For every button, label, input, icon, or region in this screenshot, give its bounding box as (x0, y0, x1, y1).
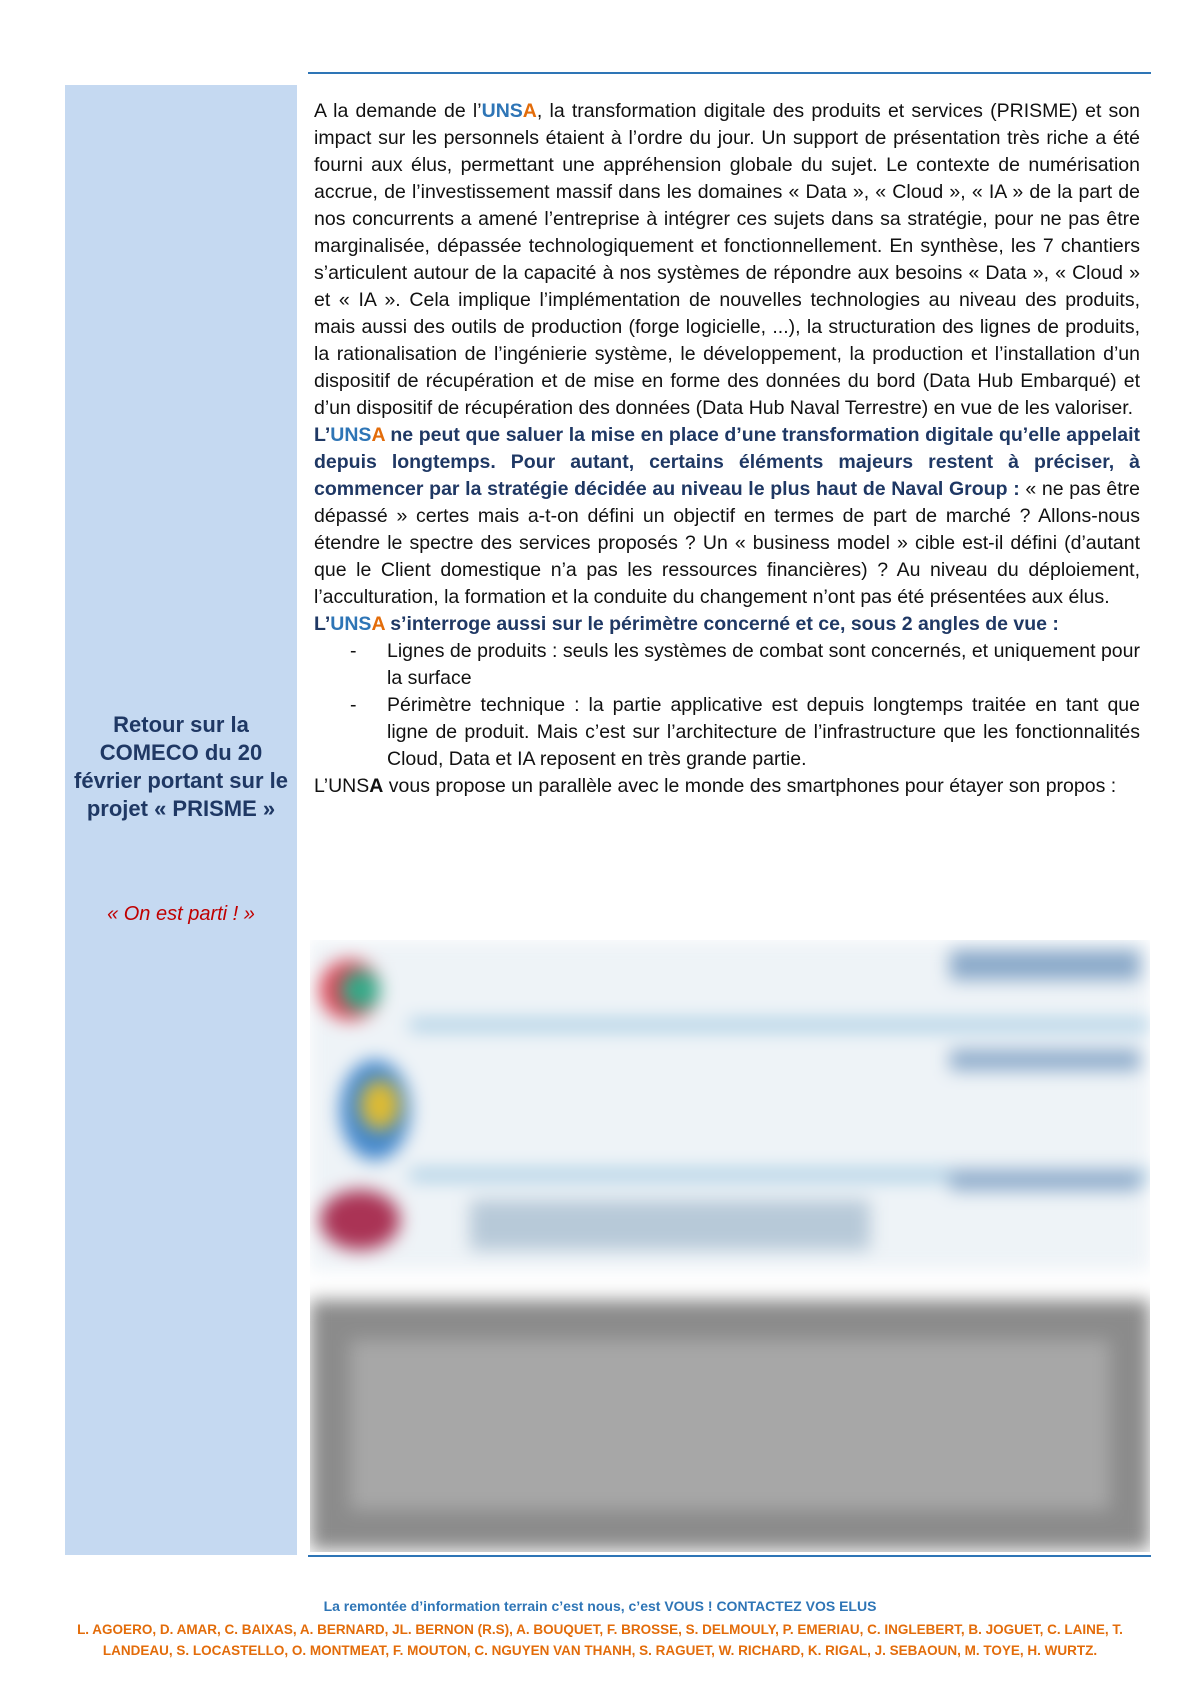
text: L’ (314, 424, 331, 446)
text: vous propose un parallèle avec le monde des smartphones pour étayer son propos : (383, 775, 1117, 797)
article-body (314, 98, 1140, 800)
bold-text: s’interroge aussi sur le périmètre concerné et ce, sous 2 angles de vue : (384, 613, 1059, 635)
paragraph-perimeter (314, 611, 1140, 638)
unsa-logo-a: A (371, 424, 385, 446)
paragraph-intro (314, 98, 1140, 422)
sidebar (65, 85, 297, 1555)
list-item: - Lignes de produits : seuls les systèmes de combat sont concernés, et uniquement pour la surface (314, 638, 1140, 692)
text: L’ (314, 613, 331, 635)
text: A la demande de l’ (314, 100, 482, 122)
text: A (369, 775, 384, 797)
bold-text: ne peut que saluer la mise en place d’une transformation digitale qu’elle appelait depuis longtemps. Pour autant, certains éléments majeurs restent à préciser, à commencer par la stratégie décidée au niveau le plus haut de Naval Group : (314, 424, 1140, 500)
sidebar-title: Retour sur la COMECO du 20 février portant sur le projet « PRISME » (74, 712, 288, 821)
text: « ne pas être dépassé » certes mais a-t-on défini un objectif en termes de part de marché ? Allons-nous étendre le spectre des services proposés ? Un « business model » cible est-il défini (d’autant que le Client domestique n’a pas les ressources financières) ? Au niveau du déploiement, l’acculturation, la formation et la conduite du changement n’ont pas été présentées aux élus. (314, 478, 1140, 608)
unsa-logo-text: UNS (330, 613, 372, 635)
bottom-divider (308, 1555, 1151, 1557)
paragraph-smartphone (314, 773, 1140, 800)
unsa-logo-a: A (522, 100, 537, 122)
unsa-logo-a: A (371, 613, 385, 635)
footer-tagline: La remontée d’information terrain c’est nous, c’est VOUS ! CONTACTEZ VOS ELUS (323, 1598, 877, 1614)
sidebar-quote: « On est parti ! » (107, 903, 255, 925)
list-item: - Périmètre technique : la partie applicative est depuis longtemps traitée en tant que ligne de produit. Mais c’est sur l’architecture de l’infrastructure que les fonctionnalités Cloud, Data et IA reposent en très grande partie. (314, 692, 1140, 773)
blurred-figure (310, 940, 1150, 1552)
top-divider (308, 72, 1151, 74)
perimeter-list (314, 638, 1140, 773)
text: , la transformation digitale des produits et services (PRISME) et son impact sur les personnels étaient à l’ordre du jour. Un support de présentation très riche a été fourni aux élus, permettant une appréhension globale du sujet. Le contexte de numérisation accrue, de l’investissement massif dans les domaines « Data », « Cloud », « IA » de la part de nos concurrents a amené l’entreprise à intégrer ces sujets dans sa stratégie, pour ne pas être marginalisée, dépassée technologiquement et fonctionnellement. En synthèse, les 7 chantiers s’articulent autour de la capacité à nos systèmes de répondre aux besoins « Data », « Cloud » et « IA ». Cela implique l’implémentation de nouvelles technologies au niveau des produits, mais aussi des outils de production (forge logicielle, ...), la structuration des lignes de produits, la rationalisation de l’ingénierie système, le développement, la production et l’installation d’un dispositif de récupération et de mise en forme des données du bord (Data Hub Embarqué) et d’un dispositif de récupération des données (Data Hub Naval Terrestre) en vue de les valoriser. (314, 100, 1141, 419)
paragraph-position (314, 422, 1140, 611)
unsa-logo-text: UNS (481, 100, 523, 122)
text: L’UNS (314, 775, 370, 797)
unsa-logo-text: UNS (330, 424, 372, 446)
footer-elected-names: L. AGOERO, D. AMAR, C. BAIXAS, A. BERNARD, JL. BERNON (R.S), A. BOUQUET, F. BROSSE, S. DELMOULY, P. EMERIAU, C. INGLEBERT, B. JOGUET, C. LAINE, T. LANDEAU, S. LOCASTELLO, O. MONTMEAT, F. MOUTON, C. NGUYEN VAN THANH, S. RAGUET, W. RICHARD, K. RIGAL, J. SEBAOUN, M. TOYE, H. WURTZ. (77, 1622, 1123, 1658)
